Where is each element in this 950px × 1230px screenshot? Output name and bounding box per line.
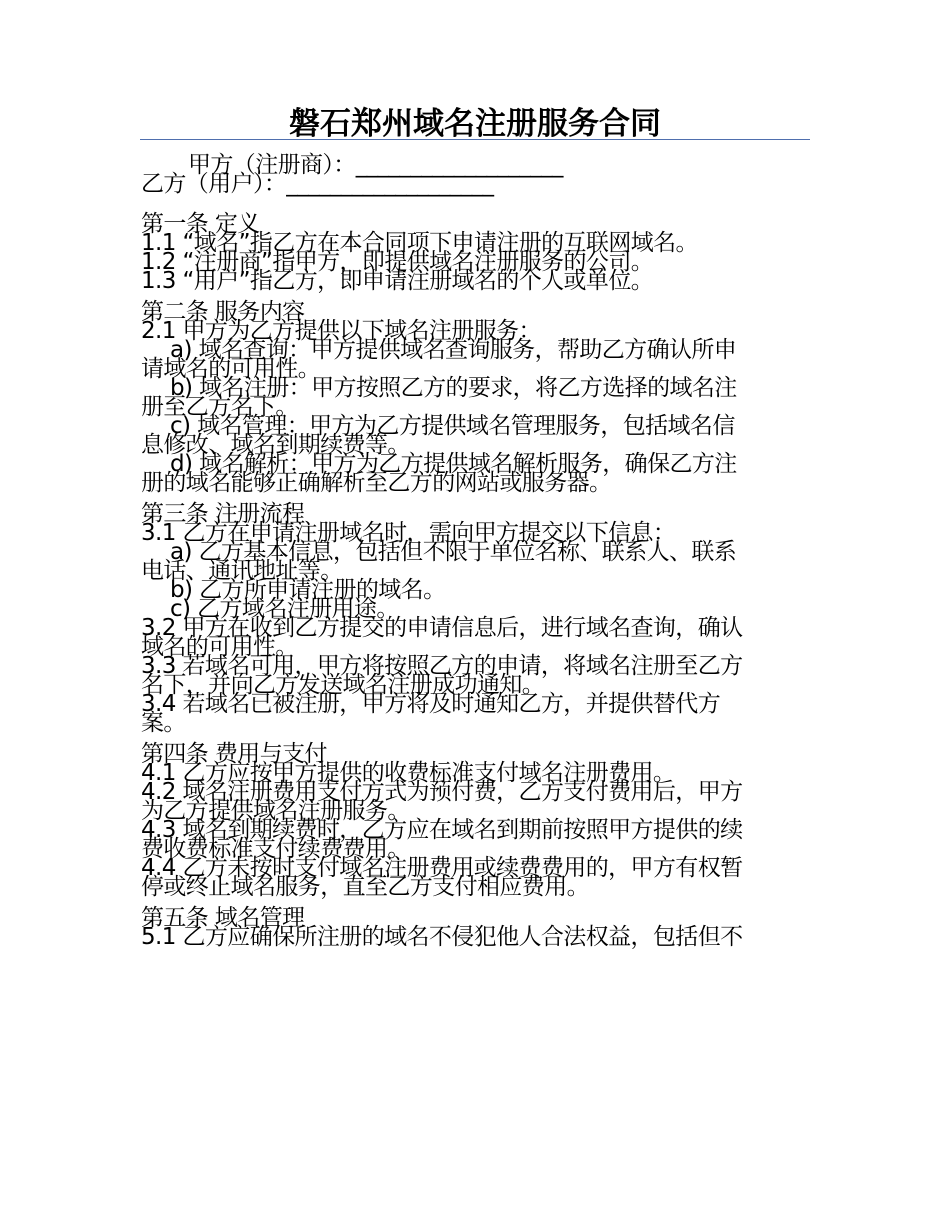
clause-line: 3.3 若域名可用，甲方将按照乙方的申请，将域名注册至乙方 <box>141 653 743 679</box>
clause-line: b) 乙方所申请注册的域名。 <box>170 577 446 603</box>
title-underline <box>140 139 810 140</box>
clause-line: 名下，并向乙方发送域名注册成功通知。 <box>141 672 545 698</box>
clause-line: 息修改、域名到期续费等。 <box>141 432 410 458</box>
clause-line: 4.2 域名注册费用支付方式为预付费，乙方支付费用后，甲方 <box>141 779 743 805</box>
clause-line: a) 乙方基本信息，包括但不限于单位名称、联系人、联系 <box>170 539 737 565</box>
clause-line: 停或终止域名服务，直至乙方支付相应费用。 <box>141 874 590 900</box>
section-heading: 第三条 注册流程 <box>141 501 305 527</box>
clause-line: 1.1 “域名”指乙方在本合同项下申请注册的互联网域名。 <box>141 230 698 256</box>
clause-line: 案。 <box>141 710 186 736</box>
clause-line: c) 乙方域名注册用途。 <box>170 596 399 622</box>
party-b-line: 乙方（用户）：___________________ <box>141 171 494 197</box>
clause-line: 2.1 甲方为乙方提供以下域名注册服务： <box>141 318 541 344</box>
clause-line: a) 域名查询：甲方提供域名查询服务，帮助乙方确认所申 <box>170 337 737 363</box>
section-heading: 第四条 费用与支付 <box>141 741 327 767</box>
clause-line: 4.4 乙方未按时支付域名注册费用或续费费用的，甲方有权暂 <box>141 855 743 881</box>
clause-line: 电话、通讯地址等。 <box>141 558 343 584</box>
clause-line: 册至乙方名下。 <box>141 394 298 420</box>
clause-line: 3.2 甲方在收到乙方提交的申请信息后，进行域名查询，确认 <box>141 615 743 641</box>
document-body <box>141 152 811 950</box>
clause-line: 3.4 若域名已被注册，甲方将及时通知乙方，并提供替代方 <box>141 691 721 717</box>
clause-line: 册的域名能够正确解析至乙方的网站或服务器。 <box>141 470 612 496</box>
clause-line: 1.2 “注册商”指甲方，即提供域名注册服务的公司。 <box>141 249 654 275</box>
clause-line: 域名的可用性。 <box>141 634 298 660</box>
party-a-line: 甲方（注册商）：___________________ <box>188 152 563 178</box>
clause-line: 4.1 乙方应按甲方提供的收费标准支付域名注册费用。 <box>141 760 676 786</box>
clause-line: b) 域名注册：甲方按照乙方的要求，将乙方选择的域名注 <box>170 375 737 401</box>
document-title: 磐石郑州域名注册服务合同 <box>289 106 661 142</box>
clause-line: 为乙方提供域名注册服务。 <box>141 798 410 824</box>
clause-line: 请域名的可用性。 <box>141 356 321 382</box>
clause-line: 1.3 “用户”指乙方，即申请注册域名的个人或单位。 <box>141 268 654 294</box>
clause-line: 4.3 域名到期续费时，乙方应在域名到期前按照甲方提供的续 <box>141 817 743 843</box>
clause-line: d) 域名解析：甲方为乙方提供域名解析服务，确保乙方注 <box>170 451 737 477</box>
section-heading: 第五条 域名管理 <box>141 905 305 931</box>
clause-line: 费收费标准支付续费费用。 <box>141 836 410 862</box>
clause-line: 3.1 乙方在申请注册域名时，需向甲方提交以下信息： <box>141 520 676 546</box>
clause-line: 5.1 乙方应确保所注册的域名不侵犯他人合法权益，包括但不 <box>141 924 743 950</box>
clause-line: c) 域名管理：甲方为乙方提供域名管理服务，包括域名信 <box>170 413 735 439</box>
section-heading: 第二条 服务内容 <box>141 299 305 325</box>
section-heading: 第一条 定义 <box>141 211 260 237</box>
